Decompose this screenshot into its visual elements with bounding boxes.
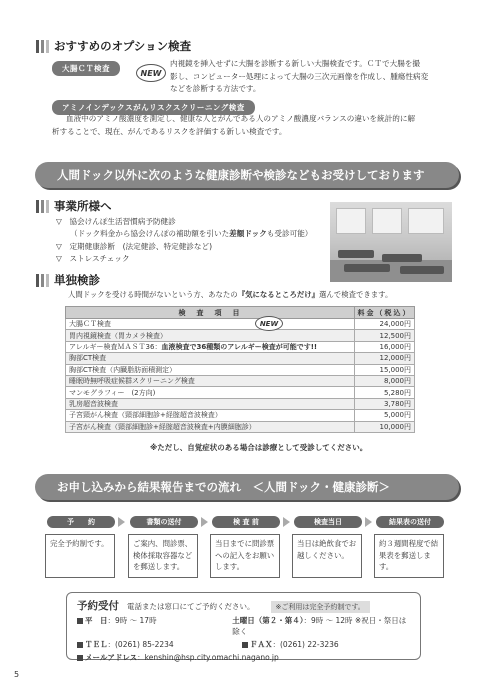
office-title-text: 事業所様へ: [54, 199, 112, 213]
table-row: 乳房超音波検査 3,780円: [66, 398, 415, 409]
page-number: 5: [14, 670, 20, 679]
square-bullet-icon: [77, 618, 83, 624]
weekday-hours: ：9時 ～ 17時: [107, 616, 157, 625]
office-list: [56, 216, 312, 266]
mail-address[interactable]: ：kenshin@hsp.city.omachi.nagano.jp: [137, 653, 279, 662]
symptom-note: ※ただし、自覚症状のある場合は診療として受診してください。: [150, 443, 368, 452]
table-row: 胸部CT検査（内臓脂肪面積測定） 15,000円: [66, 364, 415, 375]
weekday-label: 平 日: [85, 616, 108, 625]
arrow-right-icon: [283, 517, 290, 527]
amino-description: [52, 113, 415, 138]
single-title-text: 単独検診: [54, 273, 100, 287]
single-intro: 人間ドックを受ける時間がないという方、あなたの『気になるところだけ』選んで検査できます。: [68, 290, 393, 299]
arrow-right-icon: [201, 517, 208, 527]
single-section-title: [36, 272, 100, 288]
step-label-results: 結果表の送付: [376, 516, 444, 528]
options-section-title: [36, 38, 191, 54]
amino-exam-label: アミノインデックスがんリスクスクリーニング検査: [52, 100, 255, 115]
flow-banner: お申し込みから結果報告までの流れ ＜人間ドック・健康診断＞: [35, 474, 459, 500]
step-label-exam-day: 検査当日: [294, 516, 362, 528]
arrow-right-icon: [118, 517, 125, 527]
table-row: 胃内視鏡検査（胃カメラ検査） 12,500円: [66, 330, 415, 341]
step-label-reservation: 予 約: [47, 516, 115, 528]
tel-number[interactable]: ：(0261) 85-2234: [107, 640, 174, 649]
square-bullet-icon: [77, 642, 83, 648]
amino-line-1: 血液中のアミノ酸濃度を測定し、健康な人とがんである人のアミノ酸濃度バランスの違いを統計的に解: [66, 114, 416, 123]
step-text-reservation: 完全予約制です。: [45, 534, 115, 578]
square-bullet-icon: [242, 642, 248, 648]
ct-exam-label: 大腸ＣＴ検査: [52, 61, 120, 76]
ct-line-2: 影し、コンピューター処理によって大腸の三次元画像を作成し、腫瘍性病変: [170, 71, 429, 81]
reservation-contact-box: [66, 592, 421, 660]
section-bars-icon: [36, 40, 49, 53]
options-title-text: おすすめのオプション検査: [54, 39, 192, 53]
amino-line-2: 析することで、現在、がんであるリスクを評価する新しい検査です。: [52, 126, 287, 136]
step-text-results: 約３週間程度で結果表を郵送します。: [374, 534, 444, 578]
fax-label: ＦＡＸ: [250, 640, 273, 649]
table-row: 大腸ＣＴ検査 24,000円: [66, 319, 415, 330]
section-bars-icon: [36, 274, 49, 287]
table-header-price: 料金（税込）: [355, 307, 415, 319]
contact-sub: 電話または窓口にてご予約ください。: [127, 602, 255, 611]
tel-label: ＴＥＬ: [85, 640, 108, 649]
table-header-row: [66, 307, 415, 319]
table-row: アレルギー検査ＭＡＳＴ36：血液検査で36種類のアレルギー検査が可能です!! 16,000円: [66, 341, 415, 352]
list-item: ▽ ストレスチェック: [56, 254, 130, 264]
table-row: 睡眠時無呼吸症候群スクリーニング検査 8,000円: [66, 375, 415, 386]
list-item: ▽ 協会けんぽ生活習慣病予防健診: [56, 217, 176, 226]
table-row: マンモグラフィー (2方向) 5,280円: [66, 387, 415, 398]
office-section-title: [36, 198, 112, 214]
contact-title: 予約受付: [77, 600, 119, 612]
new-badge: NEW: [136, 64, 166, 82]
saturday-hours: ：9時 ～ 12時 ※祝日・祭日は除く: [232, 616, 407, 636]
reserve-only-note: ※ご利用は完全予約制です。: [271, 601, 370, 613]
list-item: （ドック料金から協会けんぽの補助額を引いた差額ドックも受診可能）: [70, 229, 313, 239]
ct-description: [170, 58, 428, 96]
exam-price-table: [65, 306, 415, 433]
step-label-before-exam: 検 査 前: [212, 516, 280, 528]
list-item: ▽ 定期健康診断 (法定健診、特定健診など): [56, 241, 213, 251]
ct-line-1: 内視鏡を挿入せずに大腸を診断する新しい大腸検査です。ＣＴで大腸を撮: [170, 59, 420, 68]
table-row: 子宮頸がん検査（頸部細胞診+経腟超音波検査） 5,000円: [66, 410, 415, 421]
table-new-badge: NEW: [255, 316, 283, 331]
other-exams-banner: 人間ドック以外に次のような健康診断や検診などもお受けしております: [35, 162, 459, 188]
mail-label: メールアドレス: [85, 653, 138, 662]
ct-line-3: などを診断する方法です。: [170, 84, 261, 93]
step-text-documents: ご案内、問診票、検体採取容器などを郵送します。: [128, 534, 198, 578]
table-header-item: 検 査 項 目: [66, 307, 355, 319]
table-row: 胸部CT検査 12,000円: [66, 353, 415, 364]
saturday-label: 土曜日（第２・第４）: [232, 616, 304, 625]
step-label-documents: 書類の送付: [130, 516, 198, 528]
arrow-right-icon: [365, 517, 372, 527]
step-text-before-exam: 当日までに問診票への記入をお願いします。: [210, 534, 280, 578]
section-bars-icon: [36, 200, 49, 213]
exam-room-photo: [330, 202, 452, 282]
step-text-exam-day: 当日は絶飲食でお越しください。: [292, 534, 362, 578]
fax-number: ：(0261) 22-3236: [272, 640, 339, 649]
table-row: 子宮がん検査（頸部細胞診+経腟超音波検査+内膜細胞診） 10,000円: [66, 421, 415, 432]
square-bullet-icon: [77, 655, 83, 661]
